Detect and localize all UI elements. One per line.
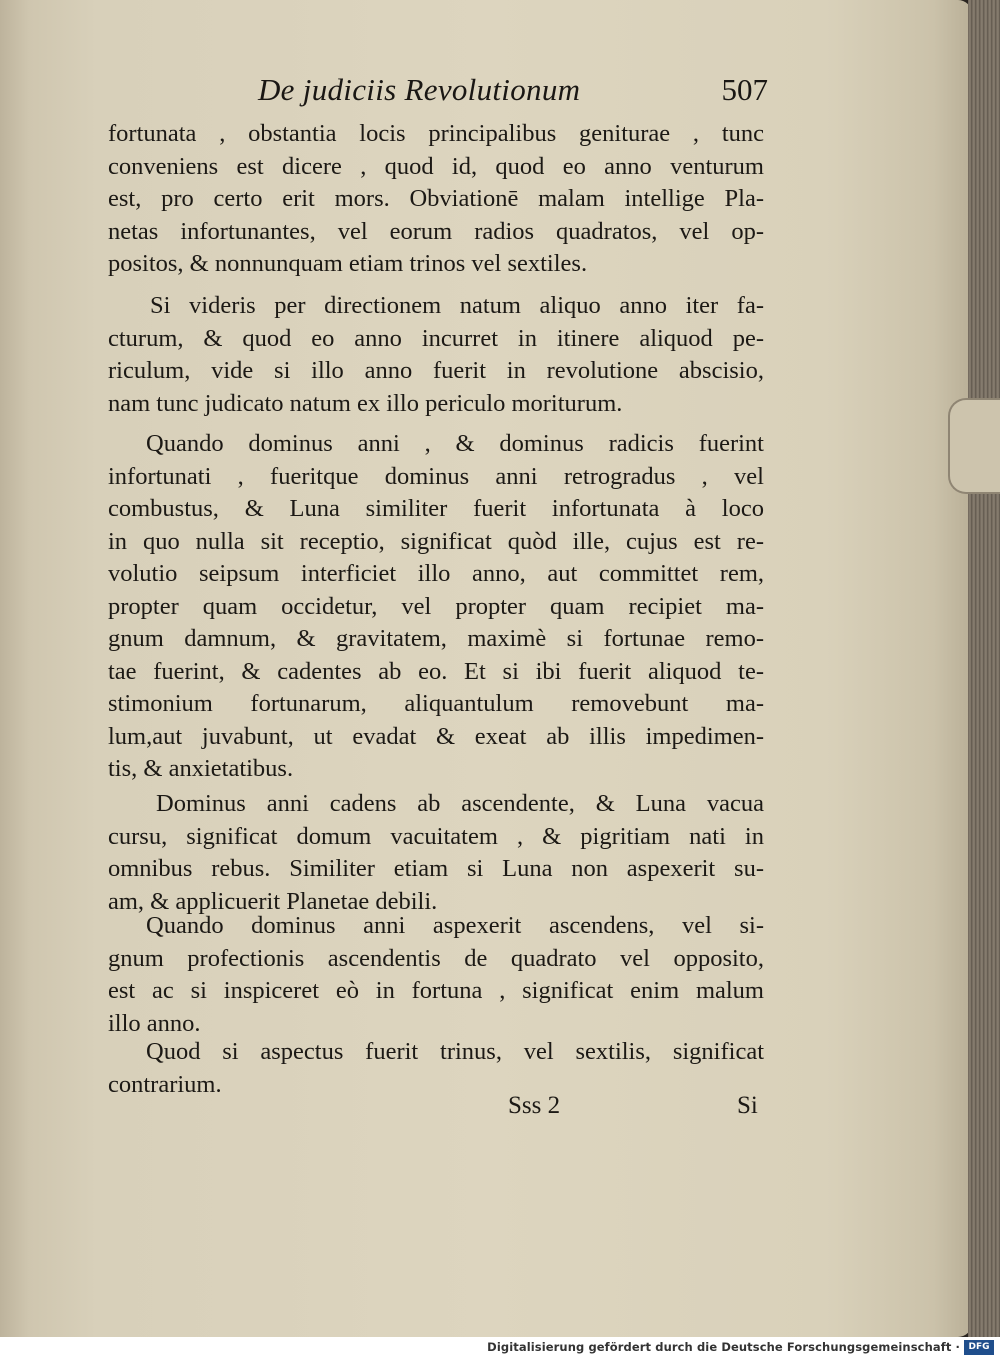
signature-mark: Sss 2 bbox=[508, 1092, 561, 1119]
text-line: illo anno. bbox=[108, 1009, 201, 1037]
text-line: fortunata , obstantia locis principalibus geniturae , tunc bbox=[108, 120, 764, 147]
digitization-footer bbox=[0, 1337, 1000, 1359]
text-line: contrarium. bbox=[108, 1070, 222, 1098]
text-line: cursu, significat domum vacuitatem , & pigritiam nati in bbox=[108, 822, 764, 850]
text-line: Quando dominus anni aspexerit ascendens, vel si- bbox=[146, 912, 764, 939]
text-line: omnibus rebus. Similiter etiam si Luna non aspexerit su- bbox=[108, 855, 764, 882]
text-line: Dominus anni cadens ab ascendente, & Luna vacua bbox=[156, 790, 764, 817]
text-line: infortunati , fueritque dominus anni retrogradus , vel bbox=[108, 462, 764, 490]
running-head-title: De judiciis Revolutionum bbox=[258, 72, 581, 107]
text-line: lum,aut juvabunt, ut evadat & exeat ab illis impedimen- bbox=[108, 722, 764, 750]
text-line: volutio seipsum interficiet illo anno, aut committet rem, bbox=[108, 560, 764, 587]
catchword: Si bbox=[737, 1092, 758, 1119]
text-line: netas infortunantes, vel eorum radios quadratos, vel op- bbox=[108, 217, 764, 245]
paragraph-1 bbox=[108, 118, 764, 281]
text-line: Si videris per directionem natum aliquo anno iter fa- bbox=[150, 292, 764, 319]
text-line: am, & applicuerit Planetae debili. bbox=[108, 887, 438, 915]
paragraph-2 bbox=[108, 290, 764, 420]
text-line: conveniens est dicere , quod id, quod eo anno venturum bbox=[108, 152, 764, 180]
dfg-logo-icon: DFG bbox=[964, 1340, 994, 1355]
text-line: Quando dominus anni , & dominus radicis fuerint bbox=[146, 430, 764, 457]
paragraph-3 bbox=[108, 428, 764, 786]
text-line: riculum, vide si illo anno fuerit in revolutione abscisio, bbox=[108, 357, 764, 384]
text-line: combustus, & Luna similiter fuerit infortunata à loco bbox=[108, 495, 764, 522]
page-number: 507 bbox=[721, 72, 768, 107]
paragraph-4 bbox=[108, 788, 764, 918]
footer-credit: Digitalisierung gefördert durch die Deutsche Forschungsgemeinschaft · bbox=[487, 1340, 960, 1354]
text-line: cturum, & quod eo anno incurret in itinere aliquod pe- bbox=[108, 324, 764, 352]
text-line: in quo nulla sit receptio, significat quòd ille, cujus est re- bbox=[108, 527, 764, 555]
text-line: nam tunc judicato natum ex illo periculo moriturum. bbox=[108, 389, 623, 417]
text-line: gnum damnum, & gravitatem, maximè si fortunae remo- bbox=[108, 625, 764, 652]
text-line: stimonium fortunarum, aliquantulum removebunt ma- bbox=[108, 690, 764, 717]
text-line: tae fuerint, & cadentes ab eo. Et si ibi fuerit aliquod te- bbox=[108, 657, 764, 685]
paragraph-5 bbox=[108, 910, 764, 1040]
text-line: Quod si aspectus fuerit trinus, vel sextilis, significat bbox=[146, 1038, 764, 1065]
text-line: positos, & nonnunquam etiam trinos vel sextiles. bbox=[108, 250, 588, 277]
text-line: est ac si inspiceret eò in fortuna , significat enim malum bbox=[108, 977, 764, 1004]
text-line: propter quam occidetur, vel propter quam recipiet ma- bbox=[108, 592, 764, 620]
paragraph-6 bbox=[108, 1036, 764, 1101]
text-line: tis, & anxietatibus. bbox=[108, 755, 294, 782]
text-line: gnum profectionis ascendentis de quadrato vel opposito, bbox=[108, 944, 764, 972]
running-head bbox=[258, 72, 768, 116]
page-edges bbox=[968, 0, 1000, 1337]
book-clasp bbox=[948, 398, 1000, 494]
text-line: est, pro certo erit mors. Obviationē malam intellige Pla- bbox=[108, 185, 764, 212]
